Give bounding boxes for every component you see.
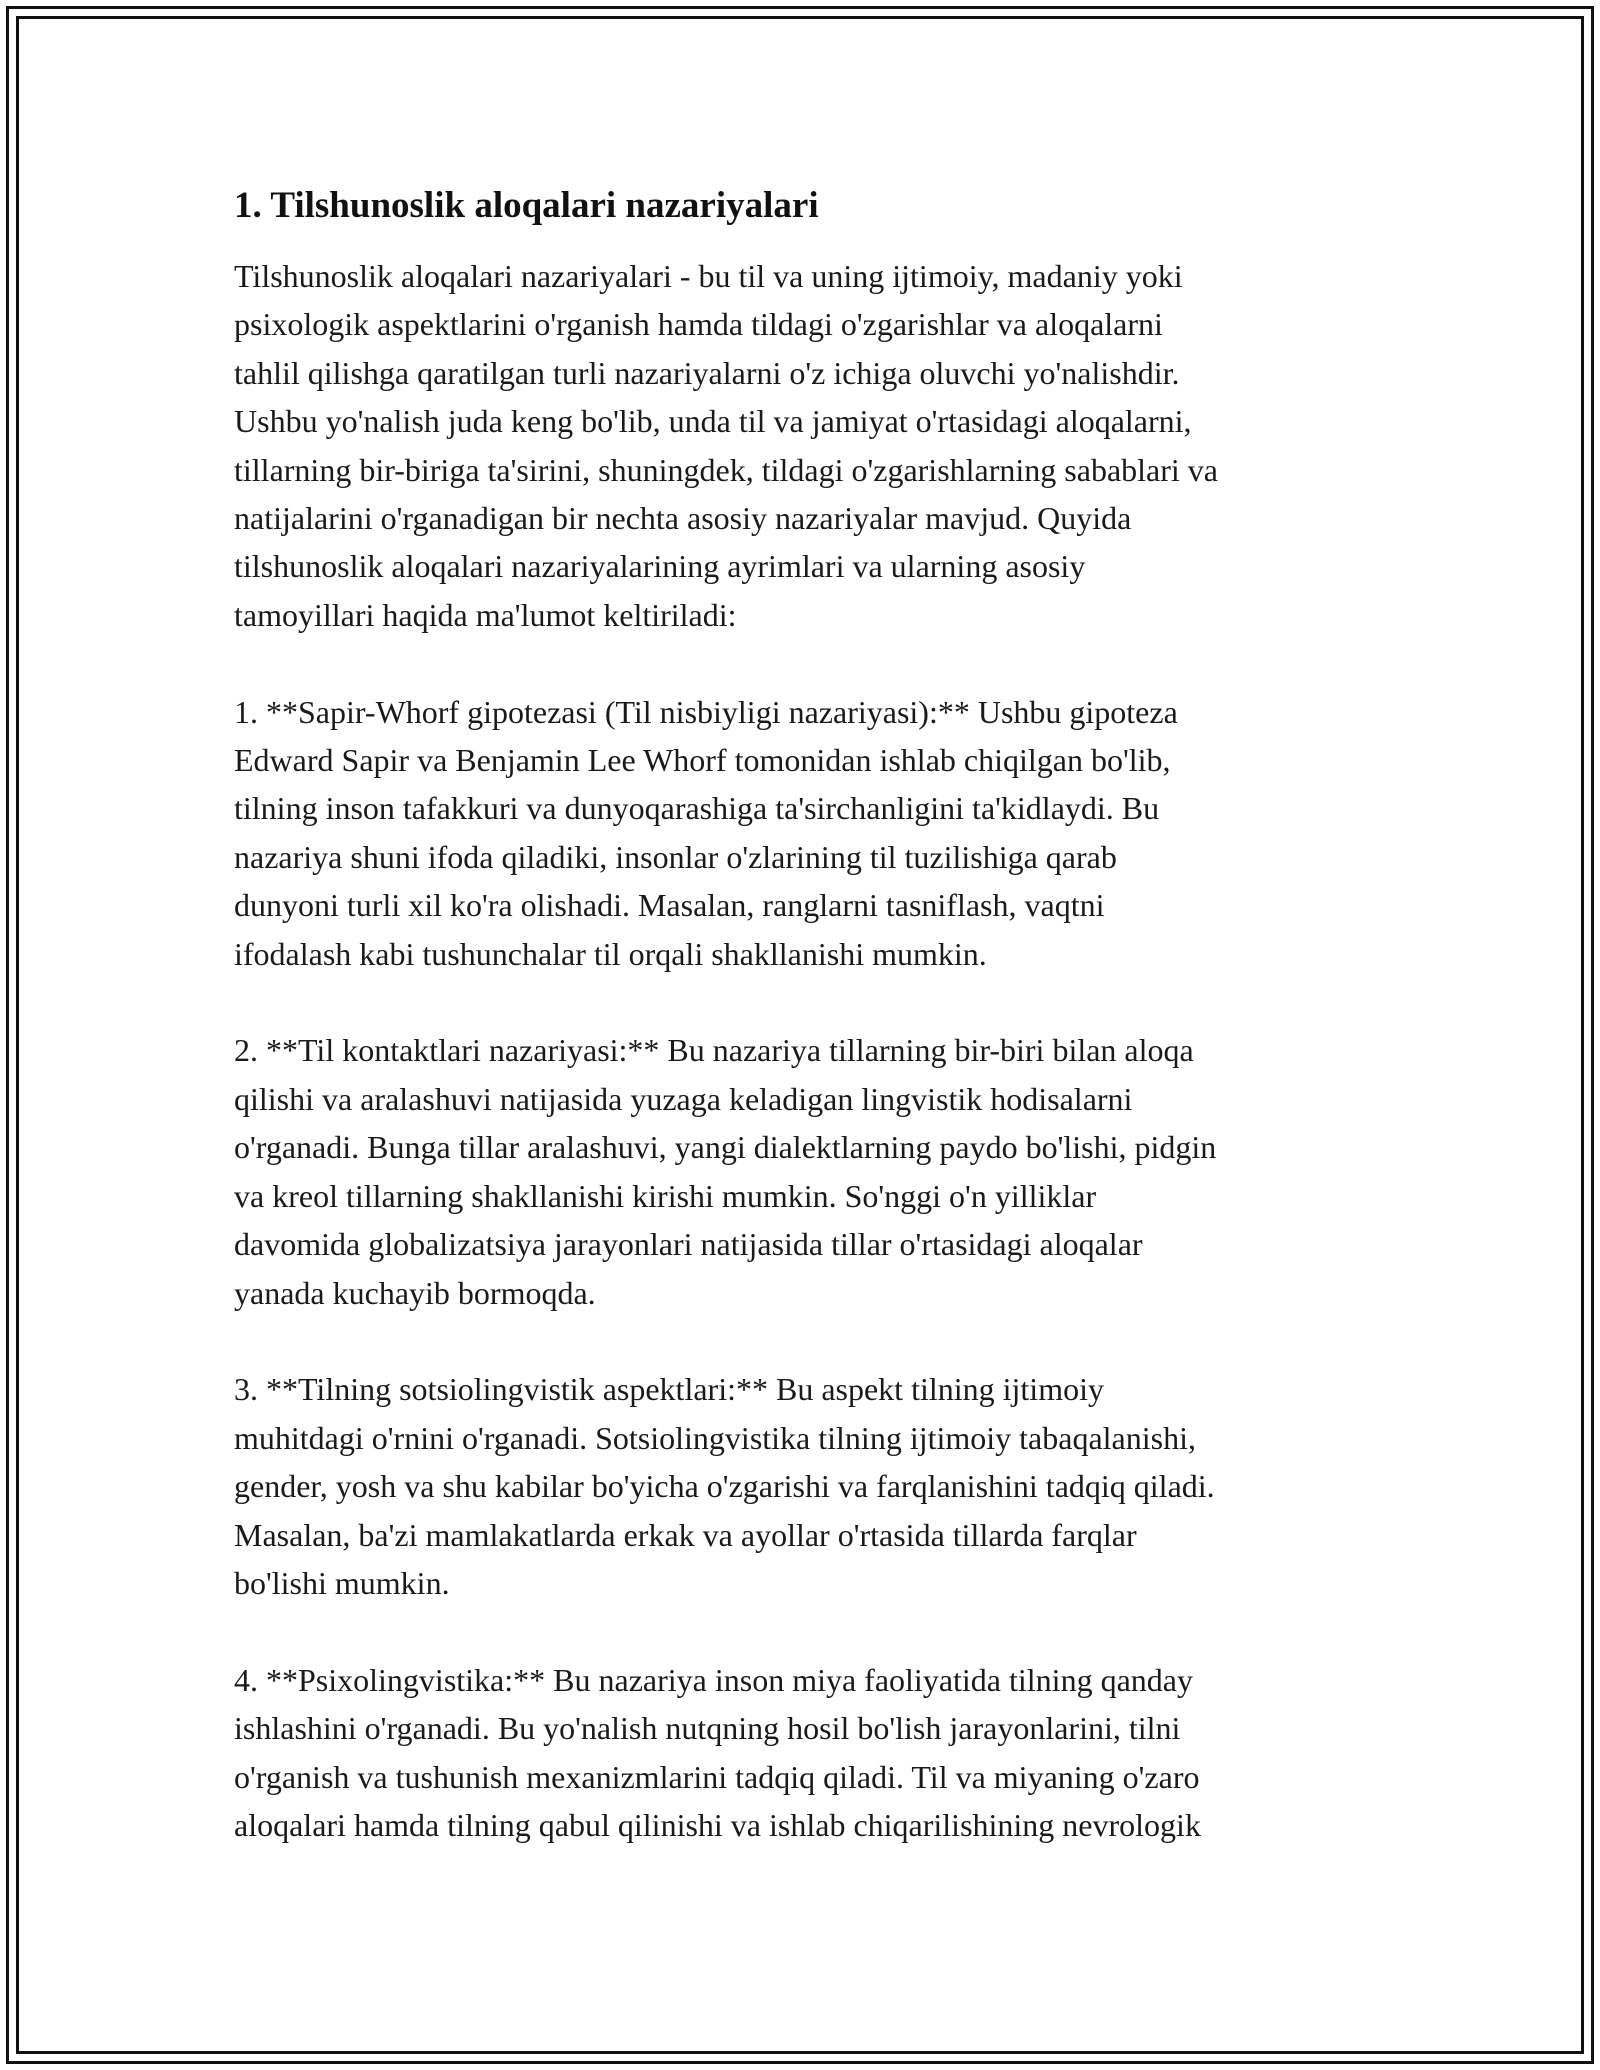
text-line: 4. **Psixolingvistika:** Bu nazariya inson miya faoliyatida tilning qanday bbox=[234, 1661, 1193, 1698]
text-line: tillarning bir-biriga ta'sirini, shuningdek, tildagi o'zgarishlarning sabablari va bbox=[234, 451, 1218, 488]
text-line: gender, yosh va shu kabilar bo'yicha o'zgarishi va farqlanishini tadqiq qiladi. bbox=[234, 1468, 1215, 1505]
text-line: bo'lishi mumkin. bbox=[234, 1564, 450, 1601]
text-line: o'rganish va tushunish mexanizmlarini tadqiq qiladi. Til va miyaning o'zaro bbox=[234, 1758, 1200, 1795]
text-line: 2. **Til kontaktlari nazariyasi:** Bu nazariya tillarning bir-biri bilan aloqa bbox=[234, 1032, 1194, 1069]
paragraph bbox=[234, 1365, 1374, 1607]
text-line: tilning inson tafakkuri va dunyoqarashiga ta'sirchanligini ta'kidlaydi. Bu bbox=[234, 790, 1160, 827]
text-line: aloqalari hamda tilning qabul qilinishi va ishlab chiqarilishining nevrologik bbox=[234, 1806, 1201, 1843]
paragraph bbox=[234, 688, 1374, 978]
text-line: tamoyillari haqida ma'lumot keltiriladi: bbox=[234, 596, 737, 633]
text-line: muhitdagi o'rnini o'rganadi. Sotsiolingvistika tilning ijtimoiy tabaqalanishi, bbox=[234, 1419, 1196, 1456]
paragraph-list bbox=[234, 252, 1374, 1849]
section-heading: 1. Tilshunoslik aloqalari nazariyalari bbox=[234, 185, 819, 226]
text-line: Edward Sapir va Benjamin Lee Whorf tomonidan ishlab chiqilgan bo'lib, bbox=[234, 742, 1171, 779]
text-line: nazariya shuni ifoda qiladiki, insonlar o'zlarining til tuzilishiga qarab bbox=[234, 838, 1117, 875]
text-line: Masalan, ba'zi mamlakatlarda erkak va ayollar o'rtasida tillarda farqlar bbox=[234, 1516, 1137, 1553]
text-line: va kreol tillarning shakllanishi kirishi mumkin. So'nggi o'n yilliklar bbox=[234, 1177, 1097, 1214]
text-line: tilshunoslik aloqalari nazariyalarining ayrimlari va ularning asosiy bbox=[234, 548, 1086, 585]
text-line: Tilshunoslik aloqalari nazariyalari - bu til va uning ijtimoiy, madaniy yoki bbox=[234, 258, 1183, 294]
text-line: davomida globalizatsiya jarayonlari natijasida tillar o'rtasidagi aloqalar bbox=[234, 1226, 1143, 1263]
text-line: 1. **Sapir-Whorf gipotezasi (Til nisbiyligi nazariyasi):** Ushbu gipoteza bbox=[234, 693, 1178, 730]
text-line: Ushbu yo'nalish juda keng bo'lib, unda til va jamiyat o'rtasidagi aloqalarni, bbox=[234, 403, 1192, 440]
paragraph bbox=[234, 1026, 1374, 1316]
text-line: ifodalash kabi tushunchalar til orqali shakllanishi mumkin. bbox=[234, 935, 987, 972]
text-line: yanada kuchayib bormoqda. bbox=[234, 1274, 596, 1311]
text-line: tahlil qilishga qaratilgan turli nazariyalarni o'z ichiga oluvchi yo'nalishdir. bbox=[234, 354, 1180, 391]
text-line: o'rganadi. Bunga tillar aralashuvi, yangi dialektlarning paydo bo'lishi, pidgin bbox=[234, 1129, 1217, 1166]
paragraph bbox=[234, 252, 1374, 639]
text-line: 3. **Tilning sotsiolingvistik aspektlari:** Bu aspekt tilning ijtimoiy bbox=[234, 1371, 1104, 1408]
text-line: dunyoni turli xil ko'ra olishadi. Masalan, ranglarni tasniflash, vaqtni bbox=[234, 887, 1105, 924]
text-line: psixologik aspektlarini o'rganish hamda tildagi o'zgarishlar va aloqalarni bbox=[234, 306, 1163, 343]
text-line: ishlashini o'rganadi. Bu yo'nalish nutqning hosil bo'lish jarayonlarini, tilni bbox=[234, 1710, 1181, 1747]
text-line: natijalarini o'rganadigan bir nechta asosiy nazariyalar mavjud. Quyida bbox=[234, 500, 1132, 537]
text-line: qilishi va aralashuvi natijasida yuzaga keladigan lingvistik hodisalarni bbox=[234, 1080, 1133, 1117]
document-body bbox=[234, 180, 1374, 1898]
paragraph bbox=[234, 1656, 1374, 1850]
